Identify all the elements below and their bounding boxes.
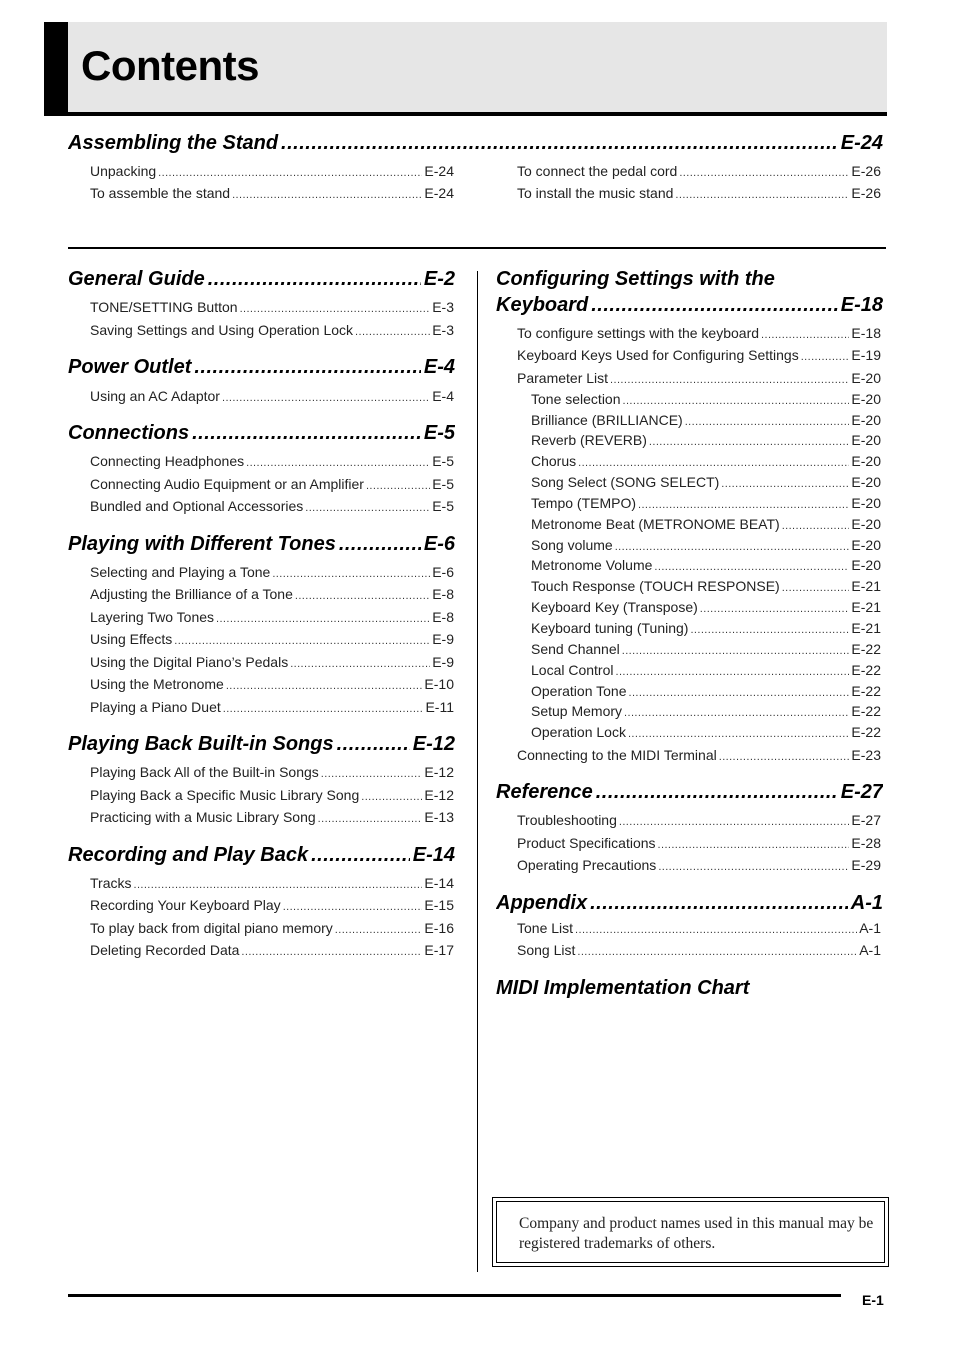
trademark-notice-text: Company and product names used in this manual may be registered trademarks of others. [496,1201,885,1263]
toc-entry[interactable]: Bundled and Optional Accessories ..... E-5 [90,497,454,517]
toc-entry[interactable]: Keyboard Keys Used for Configuring Settings ..... E-19 [517,346,881,366]
toc-entry[interactable]: Deleting Recorded Data ..... E-17 [90,941,454,961]
toc-entry[interactable]: Connecting to the MIDI Terminal ..... E-23 [517,746,881,766]
toc-entry[interactable]: Product Specifications ..... E-28 [517,834,881,854]
toc-entry[interactable]: Practicing with a Music Library Song ..... E-13 [90,808,454,828]
toc-entry[interactable]: Connecting Headphones ..... E-5 [90,452,454,472]
toc-sub-entry[interactable]: Operation Lock ..... E-22 [531,723,881,743]
toc-heading-power-outlet[interactable]: Power Outlet ..... E-4 [68,354,455,380]
toc-heading-configuring-line1[interactable]: Configuring Settings with the [496,268,775,290]
toc-sub-entry[interactable]: Operation Tone ..... E-22 [531,682,881,702]
toc-heading-assembling[interactable]: Assembling the Stand ..... E-24 [68,130,883,156]
toc-heading-configuring[interactable]: Keyboard ..... E-18 [496,292,883,318]
toc-entry[interactable]: Adjusting the Brilliance of a Tone ..... E-8 [90,585,454,605]
toc-sub-entry[interactable]: Reverb (REVERB) ..... E-20 [531,431,881,451]
toc-entry[interactable]: To play back from digital piano memory ..... E-16 [90,919,454,939]
toc-entry[interactable]: To connect the pedal cord ..... E-26 [517,162,881,182]
footer-rule [68,1294,841,1297]
toc-sub-entry[interactable]: Song Select (SONG SELECT) ..... E-20 [531,473,881,493]
toc-sub-entry[interactable]: Tone selection ..... E-20 [531,390,881,410]
toc-entry[interactable]: Using the Digital Piano’s Pedals ..... E-9 [90,653,454,673]
toc-heading-playing-tones[interactable]: Playing with Different Tones ..... E-6 [68,531,455,557]
toc-entry[interactable]: Playing a Piano Duet ..... E-11 [90,698,454,718]
toc-heading-connections[interactable]: Connections ..... E-5 [68,420,455,446]
toc-entry[interactable]: Tone List ..... A-1 [517,919,881,939]
toc-sub-entry[interactable]: Song volume ..... E-20 [531,536,881,556]
toc-entry[interactable]: Unpacking ..... E-24 [90,162,454,182]
page-number: E-1 [862,1292,884,1308]
trademark-notice [492,1197,889,1267]
toc-entry[interactable]: Playing Back a Specific Music Library Song ..... E-12 [90,786,454,806]
toc-entry[interactable]: Parameter List ..... E-20 [517,369,881,389]
toc-entry[interactable]: Layering Two Tones ..... E-8 [90,608,454,628]
toc-heading-built-in-songs[interactable]: Playing Back Built-in Songs ..... E-12 [68,731,455,757]
toc-entry[interactable]: Connecting Audio Equipment or an Amplifier ..... E-5 [90,475,454,495]
toc-sub-entry[interactable]: Brilliance (BRILLIANCE) ..... E-20 [531,411,881,431]
title-accent-bar [44,22,68,112]
toc-sub-entry[interactable]: Send Channel ..... E-22 [531,640,881,660]
toc-entry[interactable]: TONE/SETTING Button ..... E-3 [90,298,454,318]
toc-sub-entry[interactable]: Setup Memory ..... E-22 [531,702,881,722]
toc-entry[interactable]: Tracks ..... E-14 [90,874,454,894]
toc-sub-entry[interactable]: Chorus ..... E-20 [531,452,881,472]
toc-sub-entry[interactable]: Touch Response (TOUCH RESPONSE) ..... E-21 [531,577,881,597]
toc-heading-recording[interactable]: Recording and Play Back ..... E-14 [68,842,455,868]
toc-heading-general-guide[interactable]: General Guide ..... E-2 [68,266,455,292]
toc-sub-entry[interactable]: Metronome Beat (METRONOME BEAT) ..... E-20 [531,515,881,535]
toc-sub-entry[interactable]: Local Control ..... E-22 [531,661,881,681]
title-banner [44,22,887,116]
page-title: Contents [81,42,259,89]
toc-sub-entry[interactable]: Keyboard tuning (Tuning) ..... E-21 [531,619,881,639]
leader-dots [281,130,838,156]
toc-sub-entry[interactable]: Metronome Volume ..... E-20 [531,556,881,576]
toc-entry[interactable]: Troubleshooting ..... E-27 [517,811,881,831]
toc-entry[interactable]: Saving Settings and Using Operation Lock ..... E-3 [90,321,454,341]
toc-entry[interactable]: Recording Your Keyboard Play ..... E-15 [90,896,454,916]
toc-entry[interactable]: To configure settings with the keyboard ..... E-18 [517,324,881,344]
toc-entry[interactable]: Using an AC Adaptor ..... E-4 [90,387,454,407]
section-divider [68,247,886,249]
toc-entry[interactable]: Playing Back All of the Built-in Songs ..... E-12 [90,763,454,783]
toc-entry[interactable]: Selecting and Playing a Tone ..... E-6 [90,563,454,583]
toc-heading-midi-chart[interactable]: MIDI Implementation Chart [496,977,750,999]
toc-sub-entry[interactable]: Keyboard Key (Transpose) ..... E-21 [531,598,881,618]
toc-sub-entry[interactable]: Tempo (TEMPO) ..... E-20 [531,494,881,514]
toc-entry[interactable]: Operating Precautions ..... E-29 [517,856,881,876]
toc-entry[interactable]: Using Effects ..... E-9 [90,630,454,650]
toc-heading-reference[interactable]: Reference ..... E-27 [496,779,883,805]
toc-entry[interactable]: Song List ..... A-1 [517,941,881,961]
column-divider [477,271,478,1272]
toc-entry[interactable]: To assemble the stand ..... E-24 [90,184,454,204]
toc-entry[interactable]: Using the Metronome ..... E-10 [90,675,454,695]
toc-heading-appendix[interactable]: Appendix ..... A-1 [496,890,883,916]
toc-entry[interactable]: To install the music stand ..... E-26 [517,184,881,204]
